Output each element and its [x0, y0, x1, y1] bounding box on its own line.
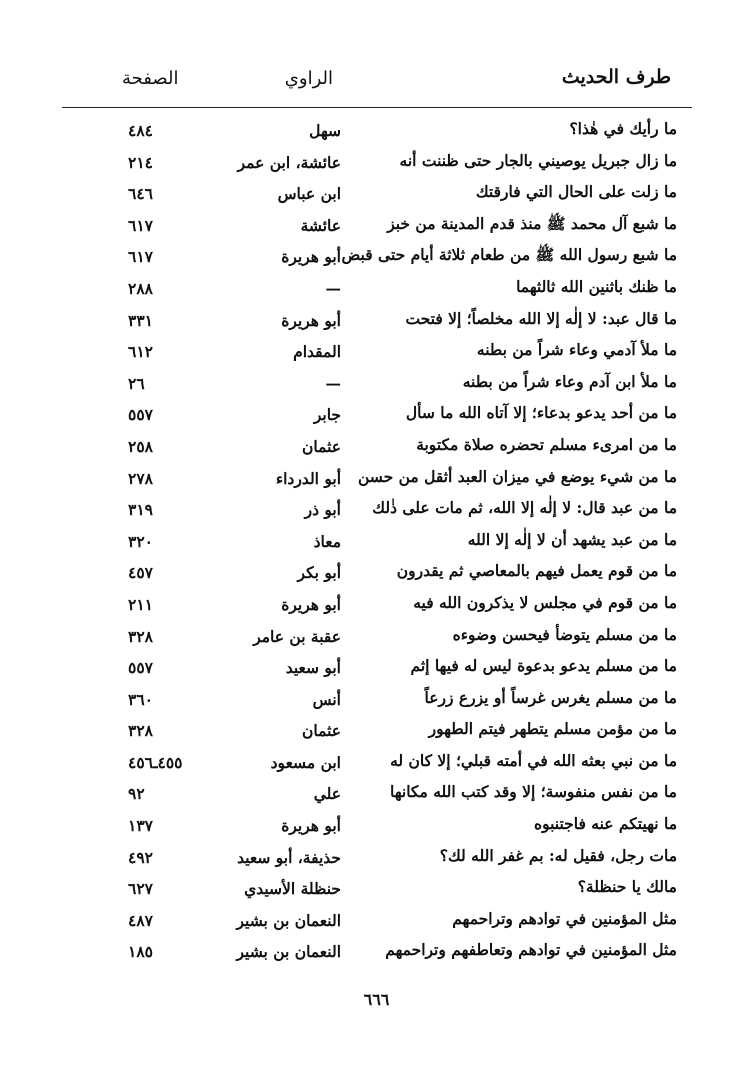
table-row — [0, 588, 753, 620]
table-row — [0, 620, 753, 652]
page-ref: ٢٧٨ — [128, 468, 153, 488]
table-row — [0, 335, 753, 367]
table-row — [0, 398, 753, 430]
hadith-text: ما من عبد قال: لا إلٰه إلا الله، ثم مات على ذٰلك — [372, 498, 677, 518]
hadith-text: ما من مؤمن مسلم يتطهر فيتم الطهور — [428, 719, 677, 739]
page-ref: ٤٨٤ — [128, 121, 153, 140]
hadith-text: ما من نبي بعثه الله في أمته قبلي؛ إلا كان له — [390, 750, 677, 770]
table-row — [0, 209, 753, 241]
table-row — [0, 304, 753, 336]
table-row — [0, 146, 753, 178]
hadith-text: ما قال عبد: لا إلٰه إلا الله مخلصاً؛ إلا فتحت — [405, 308, 677, 328]
hadith-text: ما من مسلم يتوضأ فيحسن وضوءه — [452, 624, 677, 644]
page-ref: ٥٥٧ — [128, 658, 153, 678]
hadith-text: ما من عبد يشهد أن لا إلٰه إلا الله — [467, 529, 677, 549]
table-row — [0, 714, 753, 746]
narrator: أبو هريرة — [281, 310, 341, 330]
narrator: أبو ذر — [304, 500, 341, 520]
narrator: النعمان بن بشير — [236, 910, 341, 930]
narrator: حنظلة الأسيدي — [244, 879, 341, 899]
hadith-text: ما من نفس منفوسة؛ إلا وقد كتب الله مكانها — [390, 782, 677, 802]
page-ref: ٤٨٧ — [128, 910, 153, 930]
page-ref: ٦١٧ — [128, 215, 153, 235]
hadith-text: ما زال جبريل يوصيني بالجار حتى ظننت أنه — [399, 150, 677, 170]
table-row — [0, 904, 753, 936]
hadith-text: ما ملأ ابن آدم وعاء شراً من بطنه — [462, 371, 677, 391]
page-ref: ٩٢ — [128, 784, 145, 804]
table-row — [0, 556, 753, 588]
page-ref: ٢١٤ — [128, 152, 153, 172]
page-ref: ٤٩٢ — [128, 847, 153, 867]
table-row — [0, 462, 753, 494]
page-ref: ٣٢٠ — [128, 531, 153, 551]
page-ref: ٣٢٨ — [128, 721, 153, 741]
hadith-text: مالك يا حنظلة؟ — [577, 877, 677, 897]
narrator: أبو هريرة — [281, 816, 341, 836]
page-ref: ١٨٥ — [128, 942, 153, 962]
header-page: الصفحة — [122, 68, 179, 89]
header-narrator: الراوي — [284, 68, 333, 89]
table-row — [0, 367, 753, 399]
narrator: جابر — [313, 405, 341, 425]
narrator: أبو سعيد — [285, 658, 341, 678]
hadith-text: ما ظنك باثنين الله ثالثهما — [516, 276, 677, 296]
page-ref: ١٣٧ — [128, 816, 153, 836]
table-row — [0, 651, 753, 683]
narrator: عقبة بن عامر — [253, 626, 341, 646]
page-ref: ٤٥٧ — [128, 563, 153, 583]
narrator: سهل — [309, 121, 341, 140]
page-ref: ٢٥٨ — [128, 436, 153, 456]
hadith-text: مات رجل، فقيل له: بم غفر الله لك؟ — [439, 845, 677, 865]
page-ref: ٤٥٥ـ٤٥٦ — [128, 752, 183, 772]
narrator: علي — [313, 784, 341, 804]
hadith-text: ما من امرىء مسلم تحضره صلاة مكتوبة — [416, 434, 677, 454]
table-row — [0, 114, 753, 146]
narrator: أبو هريرة — [281, 594, 341, 614]
narrator: أنس — [312, 689, 341, 709]
table-row — [0, 430, 753, 462]
narrator: — — [325, 278, 341, 298]
hadith-text: ما رأيك في هٰذا؟ — [569, 119, 677, 138]
narrator: معاذ — [313, 531, 341, 551]
hadith-text: ما من قوم في مجلس لا يذكرون الله فيه — [413, 592, 677, 612]
table-row — [0, 493, 753, 525]
table-row — [0, 272, 753, 304]
hadith-text: ما من مسلم يدعو بدعوة ليس له فيها إثم — [410, 656, 677, 676]
page-ref: ٣٢٨ — [128, 626, 153, 646]
narrator: النعمان بن بشير — [236, 942, 341, 962]
table-row — [0, 777, 753, 809]
table-row — [0, 809, 753, 841]
table-row — [0, 240, 753, 272]
table-row — [0, 872, 753, 904]
narrator: أبو هريرة — [281, 247, 341, 267]
narrator: عائشة، ابن عمر — [237, 152, 341, 172]
hadith-text: ما شبع رسول الله ﷺ من طعام ثلاثة أيام حتى قبض — [341, 245, 677, 265]
hadith-text: ما زلت على الحال التي فارقتك — [475, 182, 677, 202]
page-ref: ٣٣١ — [128, 310, 153, 330]
page-ref: ٢٨٨ — [128, 278, 153, 298]
table-row — [0, 177, 753, 209]
narrator: ابن مسعود — [270, 752, 341, 772]
page-number: ٦٦٦ — [363, 990, 390, 1009]
table-row — [0, 525, 753, 557]
narrator: المقدام — [293, 342, 341, 362]
hadith-text: ما من قوم يعمل فيهم بالمعاصي ثم يقدرون — [396, 561, 677, 581]
index-table — [0, 114, 753, 967]
table-row — [0, 683, 753, 715]
header-divider — [62, 107, 692, 108]
hadith-text: مثل المؤمنين في توادهم وتراحمهم — [452, 908, 677, 928]
hadith-text: ما من شيء يوضع في ميزان العبد أثقل من حسن — [358, 466, 677, 486]
hadith-text: ما ملأ آدمي وعاء شراً من بطنه — [476, 340, 677, 360]
page-ref: ٢٦ — [128, 373, 145, 393]
narrator: عثمان — [302, 721, 341, 741]
narrator: أبو بكر — [297, 563, 341, 583]
page-ref: ٦١٢ — [128, 342, 153, 362]
table-row — [0, 935, 753, 967]
page-ref: ٣٦٠ — [128, 689, 153, 709]
hadith-text: مثل المؤمنين في توادهم وتعاطفهم وتراحمهم — [385, 940, 677, 960]
page-ref: ٦١٧ — [128, 247, 153, 267]
narrator: عائشة — [300, 215, 341, 235]
narrator: — — [325, 373, 341, 393]
narrator: حذيفة، أبو سعيد — [237, 847, 341, 867]
hadith-text: ما شبع آل محمد ﷺ منذ قدم المدينة من خبز — [387, 213, 677, 233]
page-ref: ٦٤٦ — [128, 184, 153, 204]
hadith-text: ما نهيتكم عنه فاجتنبوه — [533, 814, 677, 834]
table-row — [0, 746, 753, 778]
table-header — [0, 56, 753, 96]
hadith-text: ما من أحد يدعو بدعاء؛ إلا آتاه الله ما سأل — [405, 403, 677, 423]
page-ref: ٥٥٧ — [128, 405, 153, 425]
page-ref: ٦٢٧ — [128, 879, 153, 899]
page-ref: ٢١١ — [128, 594, 153, 614]
narrator: ابن عباس — [277, 184, 341, 204]
page-ref: ٣١٩ — [128, 500, 153, 520]
narrator: أبو الدرداء — [275, 468, 341, 488]
narrator: عثمان — [302, 436, 341, 456]
table-row — [0, 841, 753, 873]
hadith-text: ما من مسلم يغرس غرساً أو يزرع زرعاً — [424, 687, 677, 707]
header-hadith: طرف الحديث — [561, 66, 671, 88]
